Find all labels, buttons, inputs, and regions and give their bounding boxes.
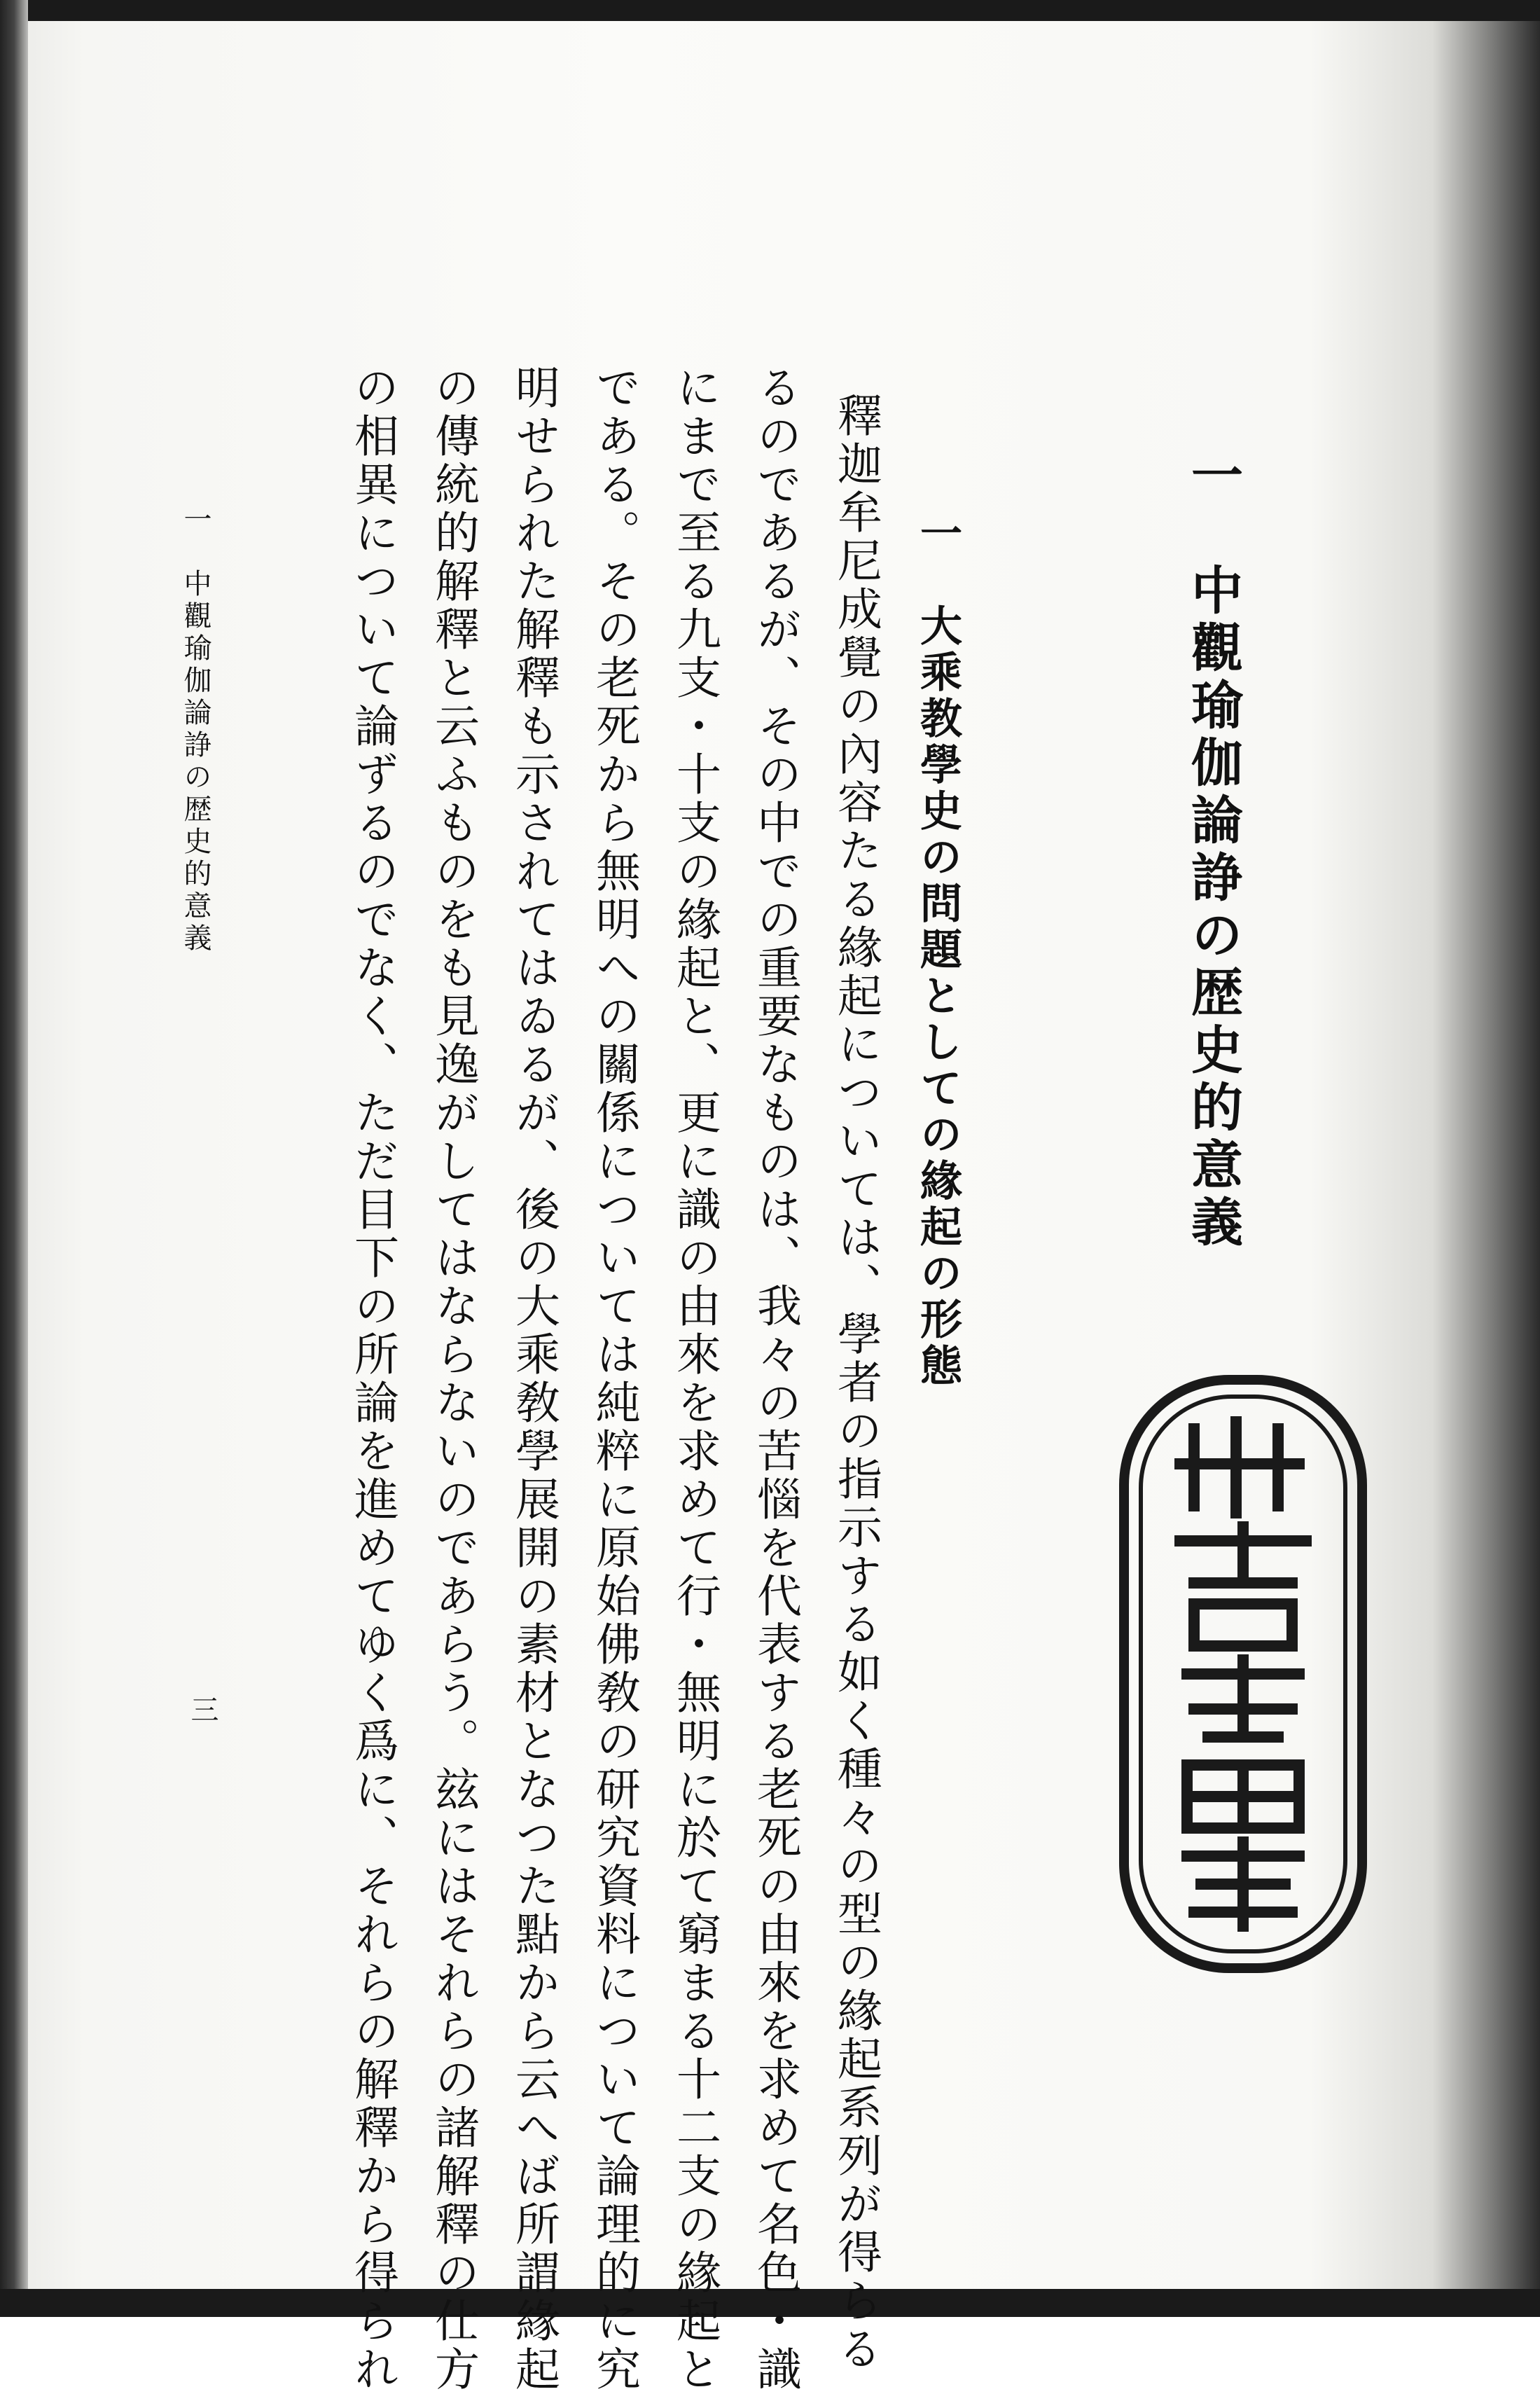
chapter-title: 一 中觀瑜伽論諍の歴史的意義 [1183, 448, 1243, 1252]
body-line-3: にまで至る九支・十支の緣起と、更に識の由來を求めて行・無明に於て窮まる十二支の緣起と [669, 364, 721, 2394]
page-number: 三 [186, 1695, 218, 1723]
running-head: 一 中觀瑜伽論諍の歴史的意義 [179, 504, 211, 955]
body-line-7: の相異について論ずるのでなく、ただ目下の所論を進めてゆく爲に、それらの解釋から得られ [347, 364, 398, 2394]
body-line-2: るのであるが、その中での重要なものは、我々の苦惱を代表する老死の由來を求めて名色・識 [749, 364, 801, 2394]
library-seal-stamp [1117, 1373, 1369, 1975]
body-line-4: である。その老死から無明への關係については純粹に原始佛敎の研究資料について論理的に究 [588, 364, 640, 2394]
scan-border-top [0, 0, 1540, 21]
body-line-5: 明せられた解釋も示されてはゐるが、後の大乘敎學展開の素材となつた點から云へば所謂緣起 [508, 364, 560, 2394]
seal-icon [1117, 1373, 1369, 1975]
section-heading: 一 大乘教學史の問題としての緣起の形態 [913, 511, 962, 1390]
scan-border-left [0, 0, 28, 2317]
body-line-1: 釋迦牟尼成覺の內容たる緣起については、學者の指示する如く種々の型の緣起系列が得らる [830, 392, 882, 2374]
body-line-6: の傳統的解釋と云ふものをも見逸がしてはならないのであらう。玆にはそれらの諸解釋の仕方 [427, 364, 479, 2394]
